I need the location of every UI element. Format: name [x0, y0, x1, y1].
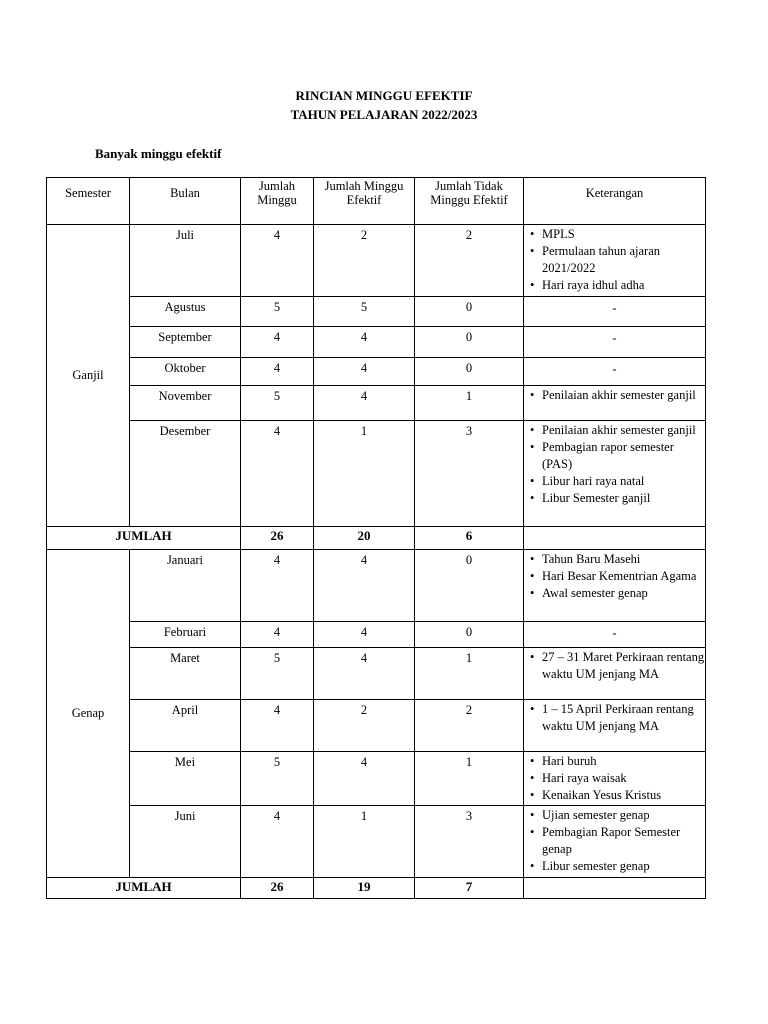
keterangan-item: • Hari raya waisak [530, 770, 705, 787]
jumlah-minggu-cell: 4 [241, 550, 314, 622]
keterangan-list [530, 807, 705, 875]
keterangan-list [530, 649, 705, 683]
jumlah-minggu-cell: 4 [241, 700, 314, 752]
table-row [47, 386, 706, 421]
jumlah-efektif-cell: 4 [314, 752, 415, 806]
jumlah-efektif-cell: 4 [314, 327, 415, 358]
keterangan-item: • MPLS [530, 226, 705, 243]
table-row [47, 648, 706, 700]
table-row [47, 752, 706, 806]
keterangan-list [530, 422, 705, 507]
total-keterangan [524, 527, 706, 550]
total-label: JUMLAH [47, 527, 241, 550]
month-cell: April [130, 700, 241, 752]
keterangan-list [530, 226, 705, 294]
jumlah-tidak-efektif-cell: 1 [415, 386, 524, 421]
keterangan-list [530, 387, 705, 404]
month-cell: Juli [130, 225, 241, 297]
keterangan-item: • Libur Semester ganjil [530, 490, 705, 507]
total-minggu: 26 [241, 878, 314, 899]
document-subtitle-year: TAHUN PELAJARAN 2022/2023 [290, 107, 478, 122]
section-heading: Banyak minggu efektif [95, 146, 222, 161]
keterangan-cell: - [524, 297, 706, 327]
jumlah-efektif-cell: 1 [314, 421, 415, 527]
keterangan-cell: - [524, 622, 706, 648]
month-cell: Maret [130, 648, 241, 700]
total-label: JUMLAH [47, 878, 241, 899]
table-row [47, 700, 706, 752]
keterangan-item: • Awal semester genap [530, 585, 705, 602]
header-jumlah-minggu: Jumlah Minggu [241, 178, 314, 225]
jumlah-minggu-cell: 4 [241, 358, 314, 386]
keterangan-item: • Hari Besar Kementrian Agama [530, 568, 705, 585]
total-row [47, 527, 706, 550]
month-cell: November [130, 386, 241, 421]
header-bulan: Bulan [130, 178, 241, 225]
keterangan-cell [524, 648, 706, 700]
keterangan-item: • 1 – 15 April Perkiraan rentang waktu UM jenjang MA [530, 701, 705, 735]
header-semester: Semester [47, 178, 130, 225]
jumlah-efektif-cell: 2 [314, 225, 415, 297]
keterangan-item: • Ujian semester genap [530, 807, 705, 824]
keterangan-item: • 27 – 31 Maret Perkiraan rentang waktu UM jenjang MA [530, 649, 705, 683]
month-cell: Juni [130, 806, 241, 878]
jumlah-efektif-cell: 5 [314, 297, 415, 327]
jumlah-minggu-cell: 4 [241, 225, 314, 297]
total-tidak-efektif: 7 [415, 878, 524, 899]
jumlah-tidak-efektif-cell: 2 [415, 225, 524, 297]
jumlah-minggu-cell: 4 [241, 622, 314, 648]
keterangan-list [530, 701, 705, 735]
jumlah-tidak-efektif-cell: 0 [415, 550, 524, 622]
keterangan-cell [524, 752, 706, 806]
keterangan-cell [524, 225, 706, 297]
jumlah-tidak-efektif-cell: 3 [415, 806, 524, 878]
jumlah-minggu-cell: 5 [241, 752, 314, 806]
table-row [47, 327, 706, 358]
table-row [47, 421, 706, 527]
semester-ganjil: Ganjil [47, 225, 130, 527]
effective-weeks-table [46, 177, 706, 899]
table-row [47, 358, 706, 386]
jumlah-efektif-cell: 4 [314, 358, 415, 386]
keterangan-list [530, 753, 705, 804]
document-title: RINCIAN MINGGU EFEKTIF [295, 88, 473, 103]
keterangan-item: • Libur hari raya natal [530, 473, 705, 490]
total-minggu: 26 [241, 527, 314, 550]
table-row [47, 297, 706, 327]
jumlah-efektif-cell: 4 [314, 550, 415, 622]
header-keterangan: Keterangan [524, 178, 706, 225]
keterangan-item: • Penilaian akhir semester ganjil [530, 387, 705, 404]
total-efektif: 20 [314, 527, 415, 550]
keterangan-item: • Pembagian rapor semester (PAS) [530, 439, 705, 473]
jumlah-minggu-cell: 4 [241, 327, 314, 358]
jumlah-minggu-cell: 5 [241, 648, 314, 700]
keterangan-cell [524, 386, 706, 421]
jumlah-minggu-cell: 5 [241, 386, 314, 421]
month-cell: Januari [130, 550, 241, 622]
jumlah-tidak-efektif-cell: 3 [415, 421, 524, 527]
total-keterangan [524, 878, 706, 899]
total-efektif: 19 [314, 878, 415, 899]
keterangan-list [530, 551, 705, 602]
header-jumlah-efektif: Jumlah Minggu Efektif [314, 178, 415, 225]
jumlah-tidak-efektif-cell: 1 [415, 752, 524, 806]
keterangan-cell [524, 700, 706, 752]
jumlah-tidak-efektif-cell: 0 [415, 622, 524, 648]
keterangan-item: • Libur semester genap [530, 858, 705, 875]
jumlah-minggu-cell: 4 [241, 806, 314, 878]
month-cell: September [130, 327, 241, 358]
keterangan-item: • Pembagian Rapor Semester genap [530, 824, 705, 858]
jumlah-efektif-cell: 2 [314, 700, 415, 752]
semester-genap: Genap [47, 550, 130, 878]
keterangan-item: • Hari buruh [530, 753, 705, 770]
keterangan-cell [524, 421, 706, 527]
keterangan-item: • Permulaan tahun ajaran 2021/2022 [530, 243, 705, 277]
table-row [47, 622, 706, 648]
total-tidak-efektif: 6 [415, 527, 524, 550]
table-row [47, 225, 706, 297]
jumlah-tidak-efektif-cell: 0 [415, 358, 524, 386]
keterangan-cell: - [524, 327, 706, 358]
jumlah-efektif-cell: 4 [314, 386, 415, 421]
keterangan-cell [524, 550, 706, 622]
month-cell: Februari [130, 622, 241, 648]
jumlah-tidak-efektif-cell: 2 [415, 700, 524, 752]
keterangan-item: • Tahun Baru Masehi [530, 551, 705, 568]
jumlah-efektif-cell: 4 [314, 622, 415, 648]
jumlah-minggu-cell: 5 [241, 297, 314, 327]
keterangan-item: • Penilaian akhir semester ganjil [530, 422, 705, 439]
total-row [47, 878, 706, 899]
jumlah-minggu-cell: 4 [241, 421, 314, 527]
keterangan-cell: - [524, 358, 706, 386]
header-jumlah-tidak-efektif: Jumlah Tidak Minggu Efektif [415, 178, 524, 225]
month-cell: Desember [130, 421, 241, 527]
month-cell: Agustus [130, 297, 241, 327]
table-row [47, 806, 706, 878]
month-cell: Mei [130, 752, 241, 806]
keterangan-item: • Hari raya idhul adha [530, 277, 705, 294]
table-row [47, 550, 706, 622]
keterangan-item: • Kenaikan Yesus Kristus [530, 787, 705, 804]
table-body [47, 225, 706, 899]
jumlah-tidak-efektif-cell: 0 [415, 327, 524, 358]
keterangan-cell [524, 806, 706, 878]
jumlah-efektif-cell: 4 [314, 648, 415, 700]
month-cell: Oktober [130, 358, 241, 386]
jumlah-tidak-efektif-cell: 0 [415, 297, 524, 327]
jumlah-tidak-efektif-cell: 1 [415, 648, 524, 700]
jumlah-efektif-cell: 1 [314, 806, 415, 878]
